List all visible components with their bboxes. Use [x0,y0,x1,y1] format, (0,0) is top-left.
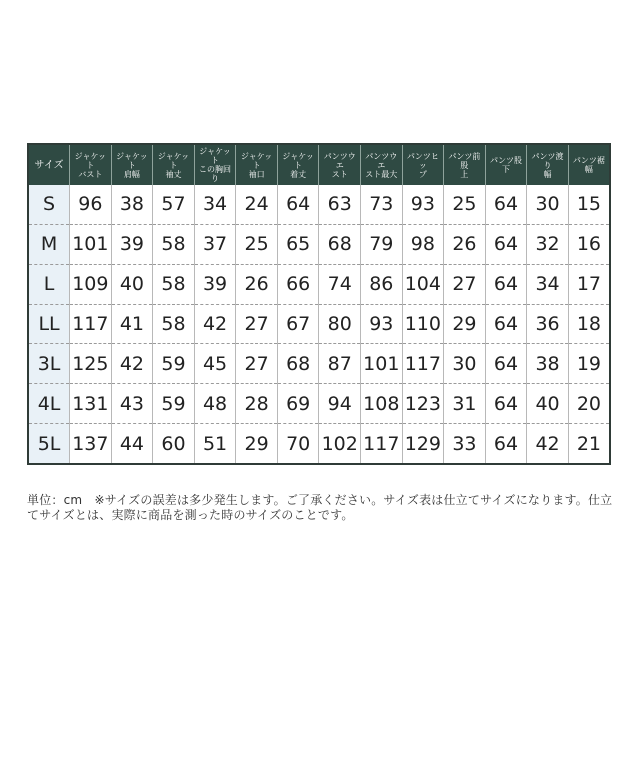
measurement-cell: 129 [402,424,444,464]
header-pants-front-rise: パンツ前股 上 [444,144,486,185]
measurement-cell: 37 [194,224,236,264]
measurement-cell: 40 [527,384,569,424]
measurement-cell: 41 [111,304,153,344]
measurement-cell: 137 [70,424,112,464]
header-pants-waist-max: パンツウエ スト最大 [361,144,403,185]
size-note: 単位：cm ※サイズの誤差は多少発生します。ご了承ください。サイズ表は仕立てサイズになります。仕立てサイズとは、実際に商品を測った時のサイズのことです。 [27,493,613,522]
measurement-cell: 36 [527,304,569,344]
table-row [28,264,610,304]
measurement-cell: 60 [153,424,195,464]
measurement-cell: 67 [277,304,319,344]
measurement-cell: 80 [319,304,361,344]
measurement-cell: 109 [70,264,112,304]
measurement-cell: 93 [402,185,444,224]
measurement-cell: 68 [277,344,319,384]
measurement-cell: 42 [194,304,236,344]
measurement-cell: 39 [111,224,153,264]
table-row [28,185,610,224]
measurement-cell: 65 [277,224,319,264]
measurement-cell: 70 [277,424,319,464]
size-label-cell: 3L [28,344,70,384]
measurement-cell: 117 [361,424,403,464]
header-pants-waist: パンツウエ スト [319,144,361,185]
measurement-cell: 101 [361,344,403,384]
measurement-cell: 39 [194,264,236,304]
measurement-cell: 24 [236,185,278,224]
header-pants-hem-width: パンツ裾幅 [568,144,610,185]
measurement-cell: 44 [111,424,153,464]
size-rows [28,185,610,464]
table-row [28,344,610,384]
measurement-cell: 30 [444,344,486,384]
measurement-cell: 32 [527,224,569,264]
table-row [28,224,610,264]
measurement-cell: 26 [444,224,486,264]
size-chart-table [27,143,611,465]
measurement-cell: 20 [568,384,610,424]
measurement-cell: 30 [527,185,569,224]
measurement-cell: 59 [153,344,195,384]
measurement-cell: 64 [485,384,527,424]
measurement-cell: 59 [153,384,195,424]
measurement-cell: 38 [111,185,153,224]
measurement-cell: 64 [485,224,527,264]
measurement-cell: 123 [402,384,444,424]
measurement-cell: 33 [444,424,486,464]
measurement-cell: 64 [485,344,527,384]
measurement-cell: 57 [153,185,195,224]
measurement-cell: 27 [236,344,278,384]
measurement-cell: 131 [70,384,112,424]
measurement-cell: 69 [277,384,319,424]
header-pants-thigh-width: パンツ渡り 幅 [527,144,569,185]
measurement-cell: 96 [70,185,112,224]
measurement-cell: 34 [527,264,569,304]
measurement-cell: 29 [444,304,486,344]
measurement-cell: 94 [319,384,361,424]
header-jacket-length: ジャケット 着丈 [277,144,319,185]
measurement-cell: 51 [194,424,236,464]
header-pants-inseam: パンツ股下 [485,144,527,185]
measurement-cell: 108 [361,384,403,424]
measurement-cell: 25 [236,224,278,264]
measurement-cell: 28 [236,384,278,424]
measurement-cell: 16 [568,224,610,264]
header-size: サイズ [28,144,70,185]
measurement-cell: 42 [111,344,153,384]
measurement-cell: 40 [111,264,153,304]
measurement-cell: 25 [444,185,486,224]
header-jacket-cuff: ジャケット 袖口 [236,144,278,185]
measurement-cell: 101 [70,224,112,264]
measurement-cell: 31 [444,384,486,424]
measurement-cell: 18 [568,304,610,344]
measurement-cell: 45 [194,344,236,384]
measurement-cell: 64 [485,264,527,304]
measurement-cell: 42 [527,424,569,464]
measurement-cell: 58 [153,224,195,264]
header-jacket-shoulder: ジャケット 肩幅 [111,144,153,185]
header-jacket-arm-circumference: ジャケット この胸回り [194,144,236,185]
measurement-cell: 19 [568,344,610,384]
measurement-cell: 87 [319,344,361,384]
measurement-cell: 64 [485,424,527,464]
measurement-cell: 38 [527,344,569,384]
size-label-cell: M [28,224,70,264]
header-row [28,144,610,185]
measurement-cell: 64 [485,185,527,224]
measurement-cell: 125 [70,344,112,384]
measurement-cell: 102 [319,424,361,464]
measurement-cell: 64 [277,185,319,224]
measurement-cell: 66 [277,264,319,304]
measurement-cell: 74 [319,264,361,304]
size-label-cell: LL [28,304,70,344]
measurement-cell: 117 [70,304,112,344]
measurement-cell: 58 [153,264,195,304]
measurement-cell: 17 [568,264,610,304]
table-row [28,384,610,424]
measurement-cell: 117 [402,344,444,384]
size-label-cell: 5L [28,424,70,464]
measurement-cell: 63 [319,185,361,224]
measurement-cell: 15 [568,185,610,224]
measurement-cell: 104 [402,264,444,304]
measurement-cell: 93 [361,304,403,344]
measurement-cell: 26 [236,264,278,304]
measurement-cell: 86 [361,264,403,304]
measurement-cell: 48 [194,384,236,424]
measurement-cell: 64 [485,304,527,344]
header-pants-hip: パンツヒッ プ [402,144,444,185]
size-label-cell: 4L [28,384,70,424]
measurement-cell: 98 [402,224,444,264]
size-label-cell: L [28,264,70,304]
measurement-cell: 68 [319,224,361,264]
measurement-cell: 27 [444,264,486,304]
measurement-cell: 110 [402,304,444,344]
measurement-cell: 73 [361,185,403,224]
measurement-cell: 43 [111,384,153,424]
measurement-cell: 58 [153,304,195,344]
table-row [28,304,610,344]
measurement-cell: 29 [236,424,278,464]
measurement-cell: 34 [194,185,236,224]
header-jacket-bust: ジャケット バスト [70,144,112,185]
measurement-cell: 79 [361,224,403,264]
measurement-cell: 21 [576,432,601,455]
size-label-cell: S [28,185,70,224]
table-row [28,424,610,464]
measurement-cell: 27 [236,304,278,344]
header-jacket-sleeve-length: ジャケット 袖丈 [153,144,195,185]
